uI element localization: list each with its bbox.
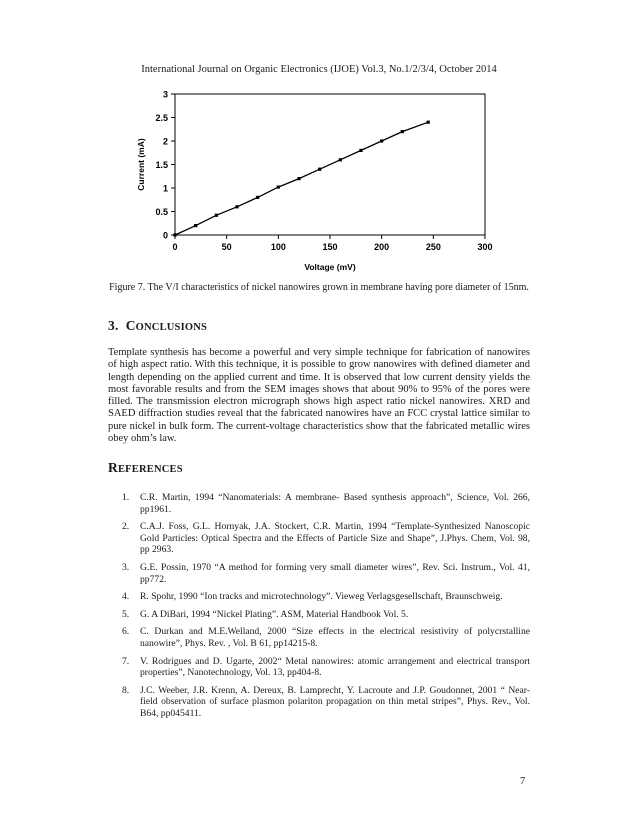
x-tick-label: 250 xyxy=(425,242,441,252)
x-tick-label: 300 xyxy=(477,242,493,252)
data-point xyxy=(427,121,430,124)
data-point xyxy=(380,139,383,142)
reference-item xyxy=(108,626,530,649)
reference-text: V. Rodrigues and D. Ugarte, 2002“ Metal nanowires: atomic arrangement and electrical transport properties”, Nanotechnology, Vol. 13, pp404-8. xyxy=(140,655,530,679)
x-tick-label: 150 xyxy=(322,242,338,252)
reference-text: C. Durkan and M.E.Welland, 2000 “Size effects in the electrical resistivity of polycrstalline nanowire”, Phys. Rev. , Vol. B 61, pp14215-8. xyxy=(140,626,530,649)
data-point xyxy=(318,168,321,171)
data-point xyxy=(401,130,404,133)
series-line xyxy=(175,122,428,235)
reference-text: C.A.J. Foss, G.L. Hornyak, J.A. Stockert, C.R. Martin, 1994 “Template-Synthesized Nanoscopic Gold Particles: Optical Spectra and the Effects of Particle Size and Shape”, J.Phys. Chem, Vol. 98, pp 2963. xyxy=(140,521,530,556)
reference-number: 2. xyxy=(122,521,130,533)
reference-text: C.R. Martin, 1994 “Nanomaterials: A membrane- Based synthesis approach”, Science, Vol. 266, pp1961. xyxy=(140,492,530,515)
reference-item xyxy=(108,492,530,515)
reference-number: 5. xyxy=(122,608,130,620)
reference-number: 6. xyxy=(122,626,130,638)
y-tick-label: 1 xyxy=(162,183,168,194)
reference-text: G. A DiBari, 1994 “Nickel Plating”. ASM, Material Handbook Vol. 5. xyxy=(140,608,409,620)
y-tick-label: 2 xyxy=(162,136,168,147)
figure-caption: Figure 7. The V/I characteristics of nickel nanowires grown in membrane having pore diameter of 15nm. xyxy=(109,282,529,293)
y-tick-label: 3 xyxy=(162,89,168,100)
reference-text: G.E. Possin, 1970 “A method for forming very small diameter wires”, Rev. Sci. Instrum., Vol. 41, pp772. xyxy=(140,561,530,585)
data-point xyxy=(339,158,342,161)
data-point xyxy=(277,185,280,188)
x-axis-label: Voltage (mV) xyxy=(304,262,356,272)
y-tick-label: 0 xyxy=(162,230,168,241)
reference-text: R. Spohr, 1990 “Ion tracks and microtechnology”. Vieweg Verlagsgesellschaft, Braunschweig. xyxy=(140,591,503,603)
x-tick-label: 0 xyxy=(172,242,178,252)
reference-item xyxy=(108,521,530,556)
data-point xyxy=(173,233,176,236)
journal-header: International Journal on Organic Electronics (IJOE) Vol.3, No.1/2/3/4, October 2014 xyxy=(141,64,497,75)
reference-item xyxy=(108,609,530,621)
data-point xyxy=(256,196,259,199)
reference-list xyxy=(108,492,530,726)
x-tick-label: 200 xyxy=(374,242,390,252)
x-tick-label: 50 xyxy=(221,242,232,252)
reference-item xyxy=(108,656,530,679)
data-point xyxy=(235,205,238,208)
y-axis-label: Current (mA) xyxy=(136,138,146,191)
reference-number: 7. xyxy=(122,655,130,667)
reference-number: 3. xyxy=(122,561,130,573)
conclusions-heading-rest: ONCLUSIONS xyxy=(135,322,208,333)
page-number: 7 xyxy=(520,776,526,787)
conclusions-heading-cap: C xyxy=(125,318,136,333)
reference-number: 8. xyxy=(122,684,130,696)
data-point xyxy=(215,214,218,217)
y-tick-label: 2.5 xyxy=(155,113,168,123)
conclusions-heading xyxy=(108,318,207,334)
data-point xyxy=(359,149,362,152)
reference-item xyxy=(108,685,530,720)
conclusions-paragraph: Template synthesis has become a powerful and very simple technique for fabrication of nanowires of high aspect ratio. With this technique, it is possible to grow nanowires with defined diameter and length depending on the applied current and time. It is observed that low current density yields the most favorable results and from the SEM images shows that about 90% to 95% of the pores were filled. The transmission electron micrograph shows high aspect ratio nickel nanowires. XRD and SAED diffraction studies reveal that the fabricated nanowires have an FCC crystal lattice similar to pure nickel in bulk form. The current-voltage characteristics show that the fabricated metallic wires obey ohm’s law. xyxy=(108,347,530,445)
vi-chart xyxy=(124,84,504,274)
conclusions-number: 3. xyxy=(108,318,119,333)
reference-number: 1. xyxy=(122,492,130,503)
reference-item xyxy=(108,591,530,603)
reference-text: J.C. Weeber, J.R. Krenn, A. Dereux, B. Lamprecht, Y. Lacroute and J.P. Goudonnet, 2001 “ Near-field observation of surface plasmon polariton propagation on thin metal stripes”, Phys. Rev., Vol. B64, pp045411. xyxy=(140,684,530,719)
y-tick-label: 0.5 xyxy=(155,207,168,217)
references-heading-rest: EFERENCES xyxy=(117,464,183,475)
data-point xyxy=(297,177,300,180)
references-heading xyxy=(108,460,183,476)
reference-item xyxy=(108,562,530,585)
reference-number: 4. xyxy=(122,591,130,603)
x-tick-label: 100 xyxy=(270,242,286,252)
data-point xyxy=(194,224,197,227)
y-tick-label: 1.5 xyxy=(155,160,168,170)
references-heading-cap: R xyxy=(108,460,118,475)
